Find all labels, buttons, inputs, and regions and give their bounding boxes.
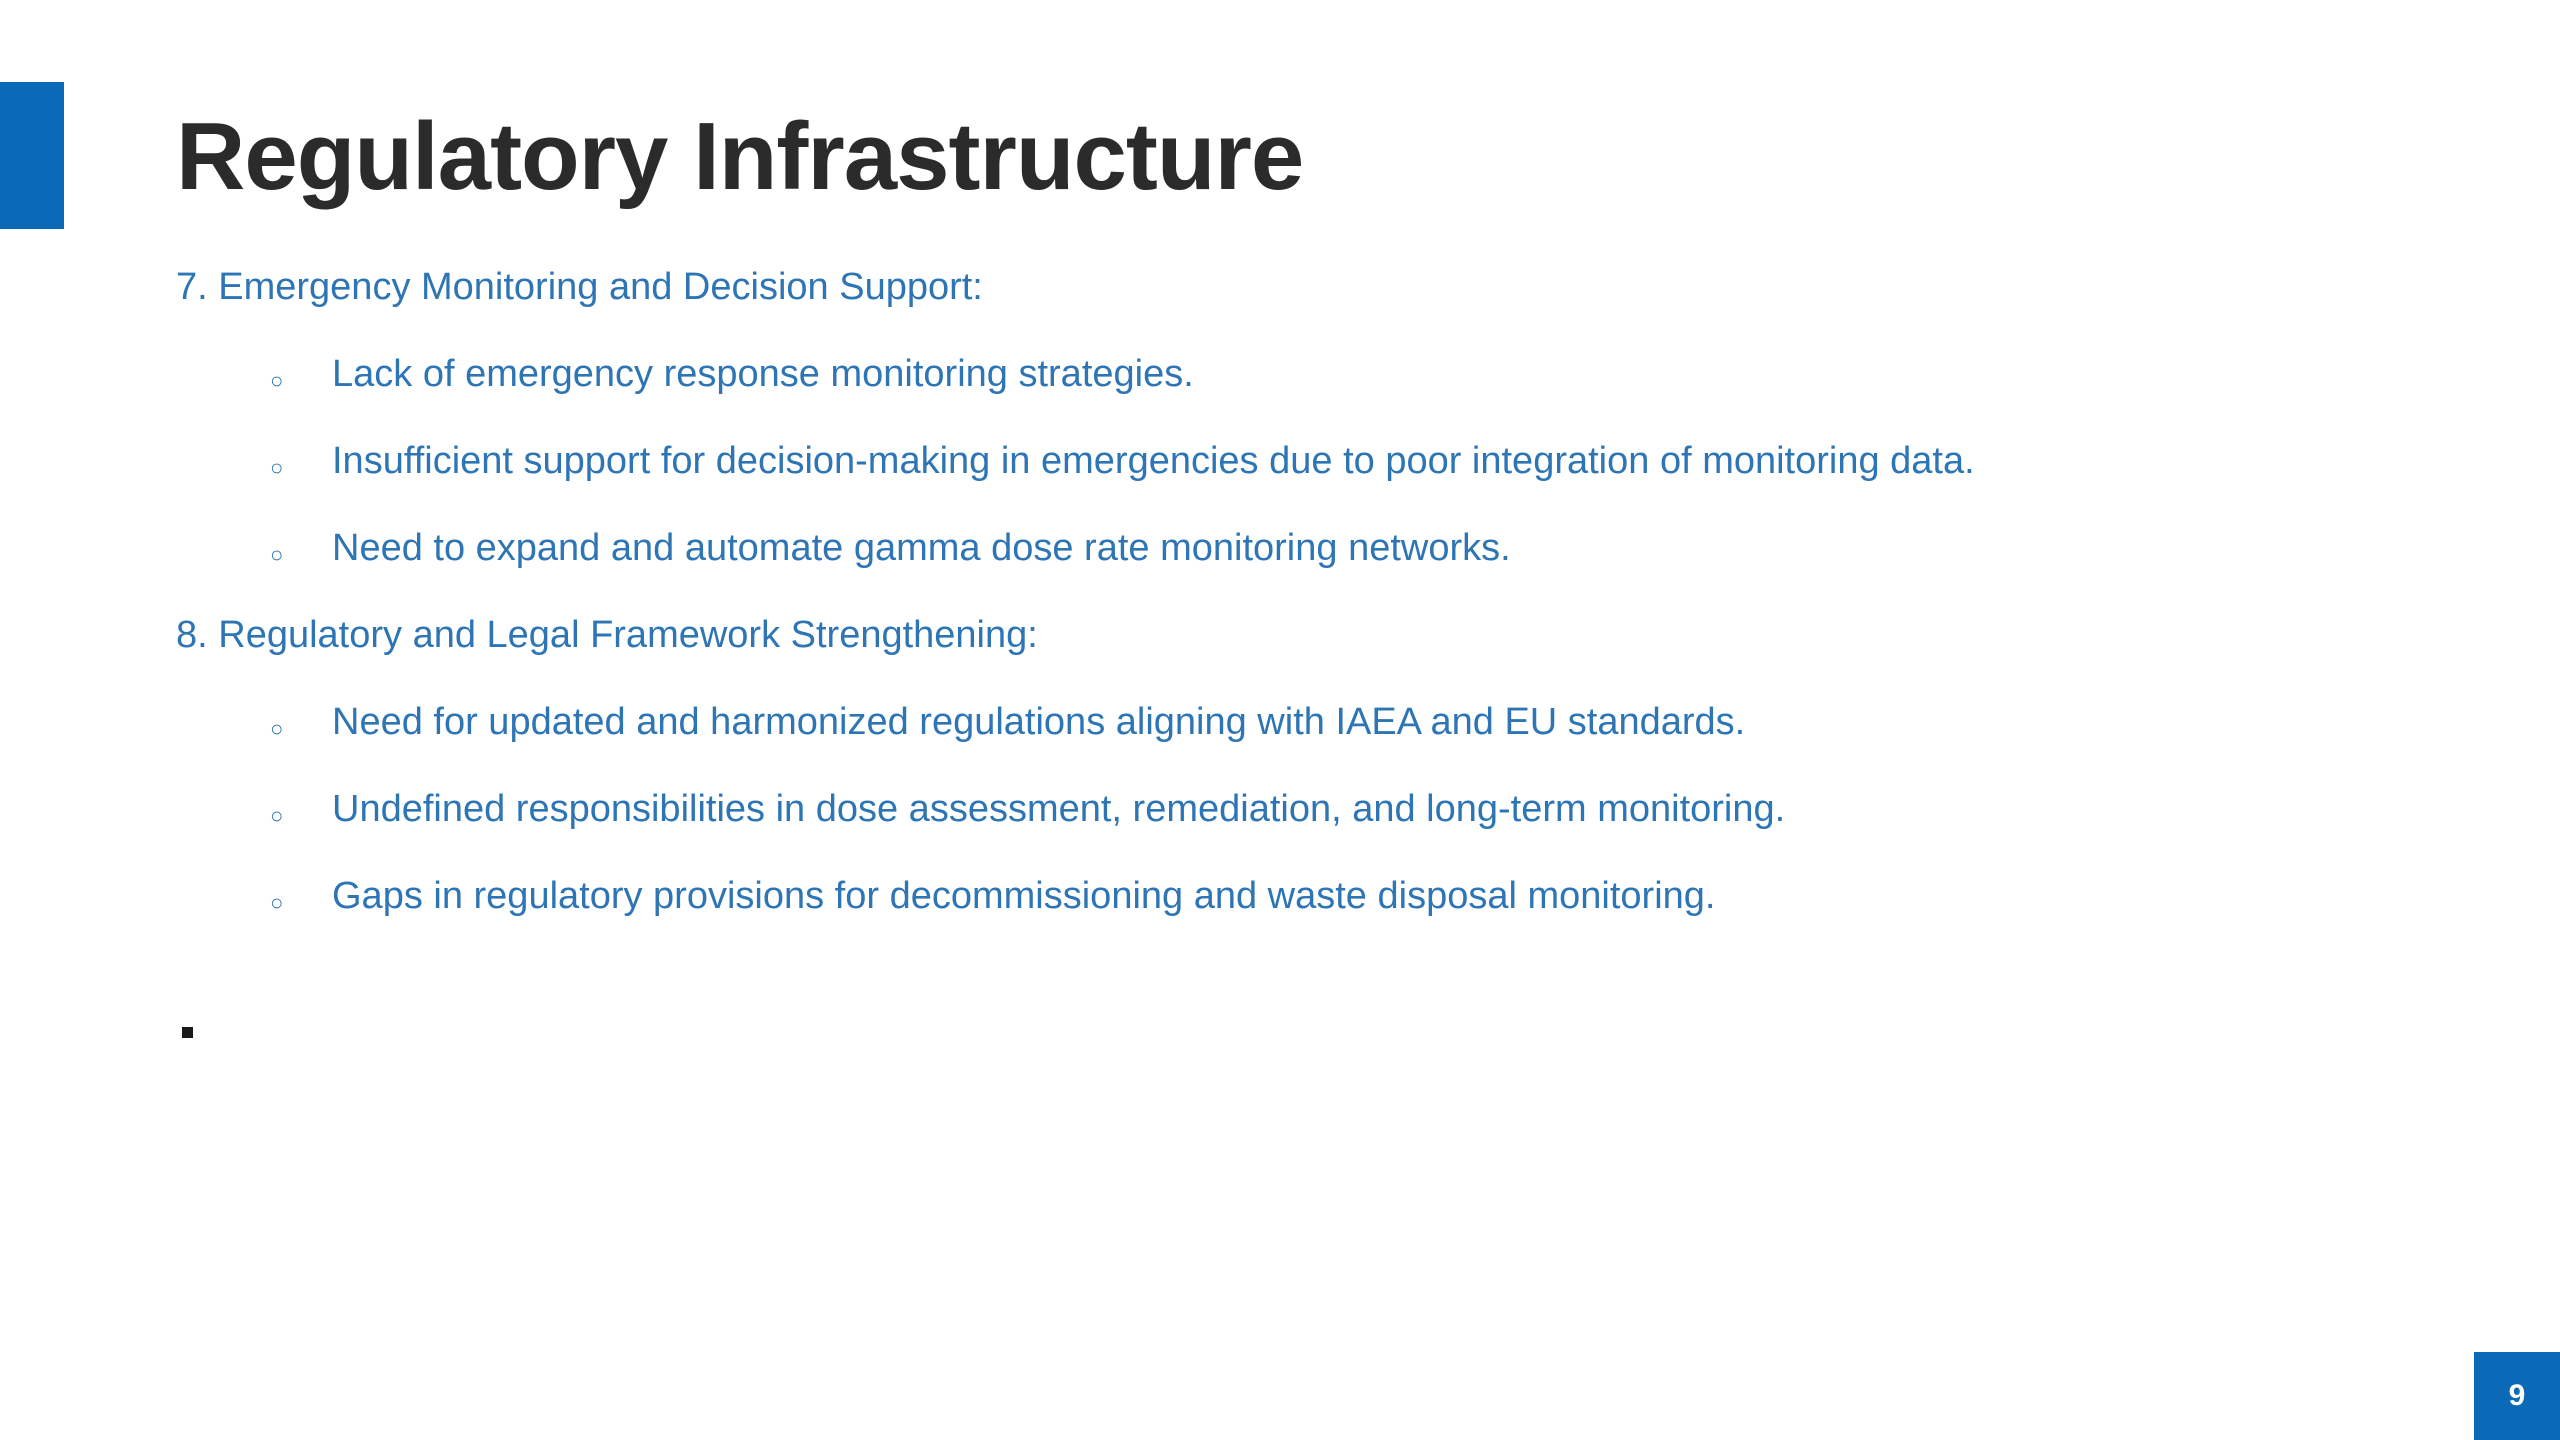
circle-bullet-icon: ○ bbox=[270, 803, 284, 828]
list-item bbox=[176, 784, 2456, 871]
bullet-text: Need to expand and automate gamma dose rate monitoring networks. bbox=[332, 527, 1511, 569]
section-heading-7: 7. Emergency Monitoring and Decision Support: bbox=[176, 266, 983, 308]
slide-title: Regulatory Infrastructure bbox=[176, 103, 1304, 210]
title-accent-bar bbox=[0, 82, 64, 229]
list-item bbox=[176, 871, 2456, 958]
list-item bbox=[176, 523, 2456, 610]
list-item bbox=[176, 436, 2456, 523]
bullet-text: Lack of emergency response monitoring strategies. bbox=[332, 353, 1194, 395]
list-item bbox=[176, 697, 2456, 784]
bullet-text: Undefined responsibilities in dose assessment, remediation, and long-term monitoring. bbox=[332, 788, 1786, 830]
bullet-text: Insufficient support for decision-making in emergencies due to poor integration of monitoring data. bbox=[332, 440, 1975, 482]
page-number: 9 bbox=[2474, 1352, 2560, 1440]
circle-bullet-icon: ○ bbox=[270, 455, 284, 480]
bullet-text: Gaps in regulatory provisions for decommissioning and waste disposal monitoring. bbox=[332, 875, 1716, 917]
list-item bbox=[176, 349, 2456, 436]
circle-bullet-icon: ○ bbox=[270, 368, 284, 393]
circle-bullet-icon: ○ bbox=[270, 542, 284, 567]
section-heading-8: 8. Regulatory and Legal Framework Strengthening: bbox=[176, 614, 1038, 656]
bullet-text: Need for updated and harmonized regulations aligning with IAEA and EU standards. bbox=[332, 701, 1746, 743]
slide-content bbox=[176, 262, 2456, 958]
circle-bullet-icon: ○ bbox=[270, 716, 284, 741]
circle-bullet-icon: ○ bbox=[270, 890, 284, 915]
square-bullet-mark bbox=[182, 1027, 193, 1038]
